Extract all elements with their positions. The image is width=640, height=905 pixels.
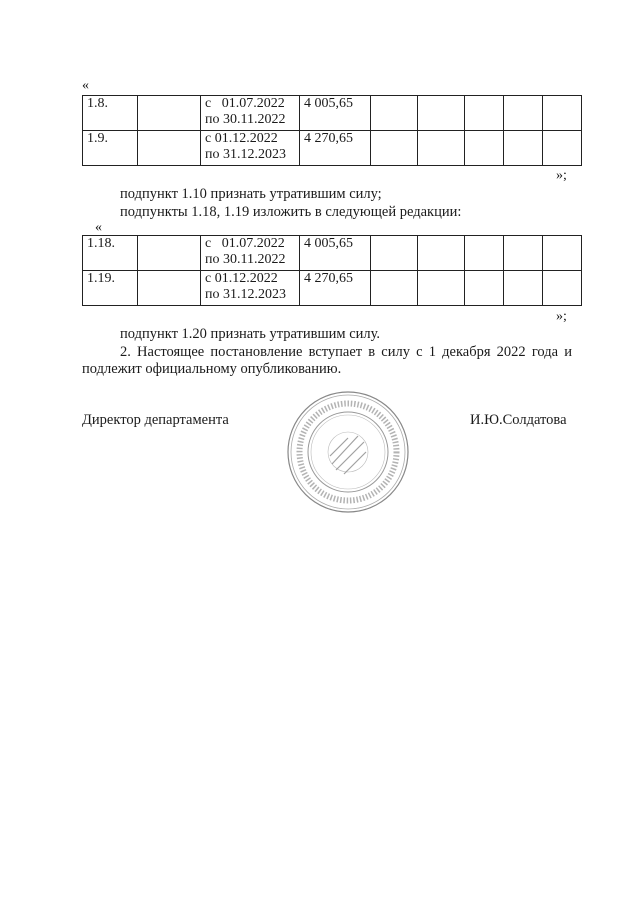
empty-cell xyxy=(138,131,201,166)
amount-cell: 4 270,65 xyxy=(300,271,371,306)
table-row xyxy=(83,236,582,271)
empty-cell xyxy=(371,271,418,306)
empty-cell xyxy=(418,96,465,131)
tariff-table-2 xyxy=(82,235,582,306)
empty-cell xyxy=(138,236,201,271)
row-number: 1.19. xyxy=(83,271,138,306)
line-b: подпункты 1.18, 1.19 изложить в следующей редакции: xyxy=(120,204,462,220)
empty-cell xyxy=(504,96,543,131)
official-seal-icon xyxy=(286,390,410,514)
row-number: 1.8. xyxy=(83,96,138,131)
empty-cell xyxy=(543,96,582,131)
empty-cell xyxy=(418,131,465,166)
empty-cell xyxy=(465,131,504,166)
row-number: 1.18. xyxy=(83,236,138,271)
empty-cell xyxy=(418,236,465,271)
empty-cell xyxy=(504,131,543,166)
empty-cell xyxy=(465,236,504,271)
empty-cell xyxy=(543,271,582,306)
empty-cell xyxy=(371,236,418,271)
table-row xyxy=(83,131,582,166)
amount-cell: 4 005,65 xyxy=(300,96,371,131)
empty-cell xyxy=(371,131,418,166)
empty-cell xyxy=(504,236,543,271)
table-row xyxy=(83,96,582,131)
empty-cell xyxy=(504,271,543,306)
amount-cell: 4 270,65 xyxy=(300,131,371,166)
close-quote-1: »; xyxy=(556,168,567,183)
paragraph-2: 2. Настоящее постановление вступает в силу с 1 декабря 2022 года и подлежит официальному опубликованию. xyxy=(82,344,572,377)
empty-cell xyxy=(543,236,582,271)
empty-cell xyxy=(418,271,465,306)
period-cell: с 01.07.2022 по 30.11.2022 xyxy=(201,236,300,271)
tariff-table-1 xyxy=(82,95,582,166)
empty-cell xyxy=(138,271,201,306)
table-row xyxy=(83,271,582,306)
period-cell: с 01.12.2022 по 31.12.2023 xyxy=(201,271,300,306)
open-quote-1: « xyxy=(82,78,89,93)
empty-cell xyxy=(138,96,201,131)
empty-cell xyxy=(465,271,504,306)
line-a: подпункт 1.10 признать утратившим силу; xyxy=(120,186,382,202)
amount-cell: 4 005,65 xyxy=(300,236,371,271)
signature-position: Директор департамента xyxy=(82,412,229,428)
period-cell: с 01.12.2022 по 31.12.2023 xyxy=(201,131,300,166)
empty-cell xyxy=(371,96,418,131)
open-quote-2: « xyxy=(95,220,102,235)
line-c: подпункт 1.20 признать утратившим силу. xyxy=(120,326,381,342)
close-quote-2: »; xyxy=(556,309,567,324)
row-number: 1.9. xyxy=(83,131,138,166)
empty-cell xyxy=(465,96,504,131)
empty-cell xyxy=(543,131,582,166)
signature-name: И.Ю.Солдатова xyxy=(470,412,567,428)
period-cell: с 01.07.2022 по 30.11.2022 xyxy=(201,96,300,131)
